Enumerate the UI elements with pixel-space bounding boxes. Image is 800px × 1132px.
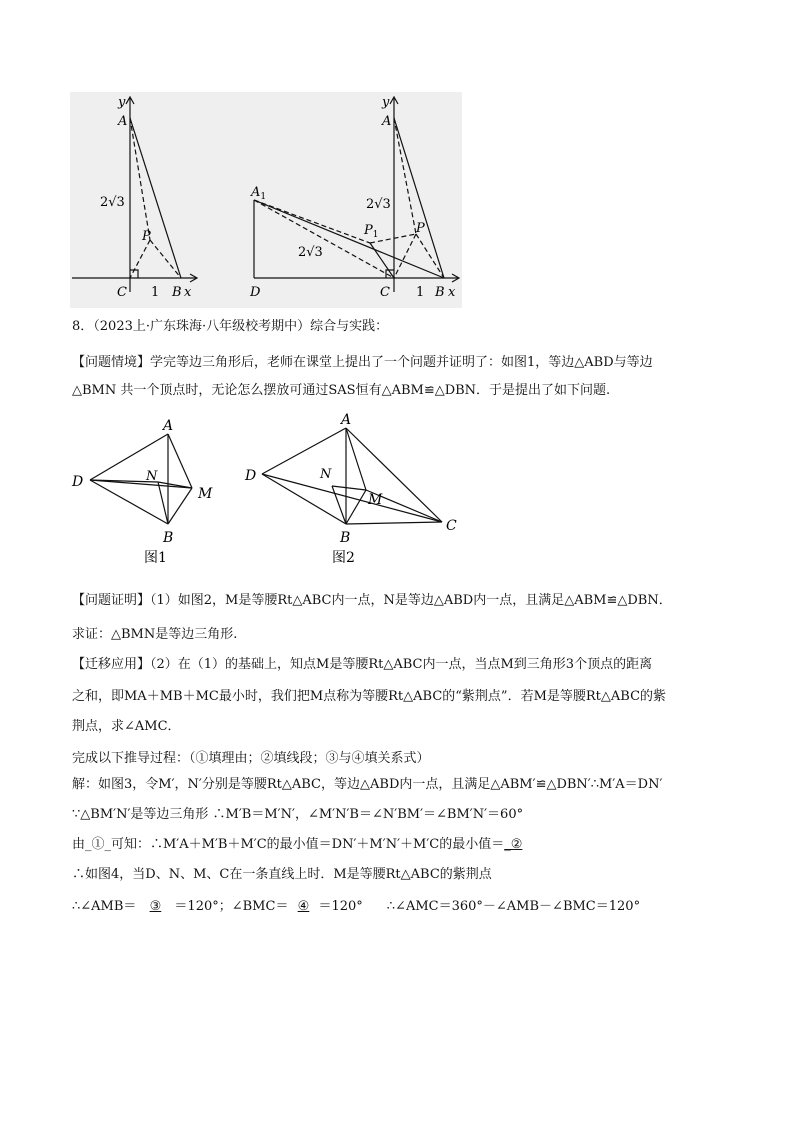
fig1-D-label: D bbox=[72, 474, 84, 490]
right-P-label: P bbox=[416, 221, 425, 236]
fig1-A-label: A bbox=[163, 418, 174, 434]
fig2-segment-DB bbox=[262, 474, 346, 524]
left-segment-AP bbox=[130, 118, 150, 240]
proof-line-1: 【问题证明】（1）如图2，M是等腰Rt△ABC内一点，N是等边△ABD内一点，且满足△ABM≌△DBN． bbox=[72, 593, 672, 608]
figure-2 bbox=[262, 428, 442, 524]
scenario-line-1: 【问题情境】学完等边三角形后，老师在课堂上提出了一个问题并证明了：如图1，等边△ABD与等边 bbox=[72, 355, 653, 370]
solution-line-5-c: ＝120° bbox=[318, 899, 363, 914]
fig1-segment-DB bbox=[90, 480, 168, 524]
solution-line-2: ∵△BM′N′是等边三角形 ∴M′B＝M′N′，∠M′N′B＝∠N′BM′＝∠BM′N′＝60° bbox=[72, 807, 524, 822]
fig2-segment-AC bbox=[346, 428, 442, 522]
blank-2: _② bbox=[504, 837, 523, 852]
solution-line-4: ∴如图4，当D、N、M、C在一条直线上时．M是等腰Rt△ABC的紫荆点 bbox=[72, 867, 492, 882]
left-unit-label: 1 bbox=[151, 285, 160, 300]
left-x-label: x bbox=[184, 285, 192, 300]
right-graph bbox=[254, 97, 459, 292]
fig2-segment-NB bbox=[332, 486, 346, 524]
fig1-segment-AM bbox=[168, 434, 192, 488]
fig2-B-label: B bbox=[340, 530, 351, 546]
fig1-N-label: N bbox=[146, 469, 158, 484]
fig2-segment-DA bbox=[262, 428, 346, 474]
solution-line-3 bbox=[72, 836, 522, 854]
right-segment-A1P1 bbox=[254, 200, 370, 243]
left-B-label: B bbox=[172, 285, 182, 300]
right-D-label: D bbox=[250, 285, 261, 300]
solution-line-5 bbox=[72, 898, 640, 916]
fig1-caption: 图1 bbox=[144, 550, 167, 566]
right-A1-label: $A_1$ bbox=[251, 185, 267, 202]
right-segment-P1C bbox=[370, 243, 394, 278]
left-P-label: P bbox=[142, 229, 151, 244]
solution-line-5-d: ∴∠AMC＝360°－∠AMB－∠BMC＝120° bbox=[386, 899, 641, 914]
scenario-line-2: △BMN 共一个顶点时，无论怎么摆放可通过SAS恒有△ABM≌△DBN．于是提出了如下问题. bbox=[72, 383, 611, 398]
fig2-N-label: N bbox=[320, 467, 332, 482]
fig2-C-label: C bbox=[446, 518, 457, 534]
figure-1-and-2 bbox=[66, 412, 486, 572]
fig1-segment-MB bbox=[168, 488, 192, 524]
left-segment-AB bbox=[130, 118, 181, 278]
apply-line-2: 之和，即MA＋MB＋MC最小时，我们把M点称为等腰Rt△ABC的“紫荆点”．若M是等腰Rt△ABC的紫 bbox=[72, 689, 667, 704]
fig1-M-label: M bbox=[198, 486, 213, 502]
solution-line-1: 解：如图3，令M′，N′分别是等腰Rt△ABC，等边△ABD内一点，且满足△ABM′≌△DBN′∴M′A＝DN′ bbox=[72, 777, 663, 792]
apply-line-1: 【迁移应用】（2）在（1）的基础上，知点M是等腰Rt△ABC内一点，当点M到三角形3个顶点的距离 bbox=[72, 657, 653, 672]
proof-line-2: 求证：△BMN是等边三角形. bbox=[72, 627, 238, 642]
fig2-D-label: D bbox=[245, 468, 257, 484]
solution-line-5-a: ∴∠AMB＝ bbox=[72, 899, 137, 914]
right-A-label: A bbox=[382, 114, 392, 129]
left-length-label: 2√3 bbox=[100, 195, 125, 210]
left-y-label: y bbox=[118, 95, 126, 110]
right-segment-PB bbox=[416, 234, 444, 278]
fig1-segment-NB bbox=[158, 482, 168, 524]
right-segment-AB bbox=[394, 118, 444, 278]
blank-4: ④ bbox=[297, 899, 310, 914]
right-unit-label: 1 bbox=[416, 285, 425, 300]
right-segment-PC bbox=[394, 234, 416, 278]
fig2-segment-NM bbox=[332, 486, 366, 490]
right-P1-label: $P_1$ bbox=[364, 223, 379, 240]
left-segment-PC bbox=[130, 240, 150, 278]
solution-line-5-b: ＝120°；∠BMC＝ bbox=[174, 899, 289, 914]
right-length-label-1: 2√3 bbox=[366, 197, 391, 212]
right-B-label: B bbox=[435, 285, 445, 300]
figure-coordinate-diagrams bbox=[70, 92, 462, 308]
left-C-label: C bbox=[117, 285, 127, 300]
fig1-B-label: B bbox=[163, 530, 174, 546]
right-y-label: y bbox=[382, 95, 390, 110]
steps-title: 完成以下推导过程：（①填理由；②填线段；③与④填关系式） bbox=[72, 751, 430, 766]
apply-line-3: 荆点，求∠AMC． bbox=[72, 719, 181, 734]
right-x-label: x bbox=[448, 285, 456, 300]
solution-line-3-text: 由_①_可知：∴M′A＋M′B＋M′C的最小值＝DN′＋M′N′＋M′C的最小值＝ bbox=[72, 837, 505, 852]
fig2-M-label: M bbox=[368, 492, 383, 508]
figure-1 bbox=[90, 434, 192, 524]
problem-header: 8．（2023上·广东珠海·八年级校考期中）综合与实践： bbox=[72, 319, 389, 334]
fig2-segment-MB bbox=[346, 490, 366, 524]
left-A-label: A bbox=[118, 114, 128, 129]
right-segment-A1B bbox=[254, 200, 444, 278]
fig2-A-label: A bbox=[341, 412, 352, 428]
left-segment-PB bbox=[150, 240, 181, 278]
blank-3: ③ bbox=[149, 899, 162, 914]
right-C-label: C bbox=[380, 285, 390, 300]
right-length-label-2: 2√3 bbox=[298, 245, 323, 260]
fig2-caption: 图2 bbox=[332, 550, 355, 566]
fig2-segment-BC bbox=[346, 522, 442, 524]
left-graph bbox=[72, 97, 197, 292]
